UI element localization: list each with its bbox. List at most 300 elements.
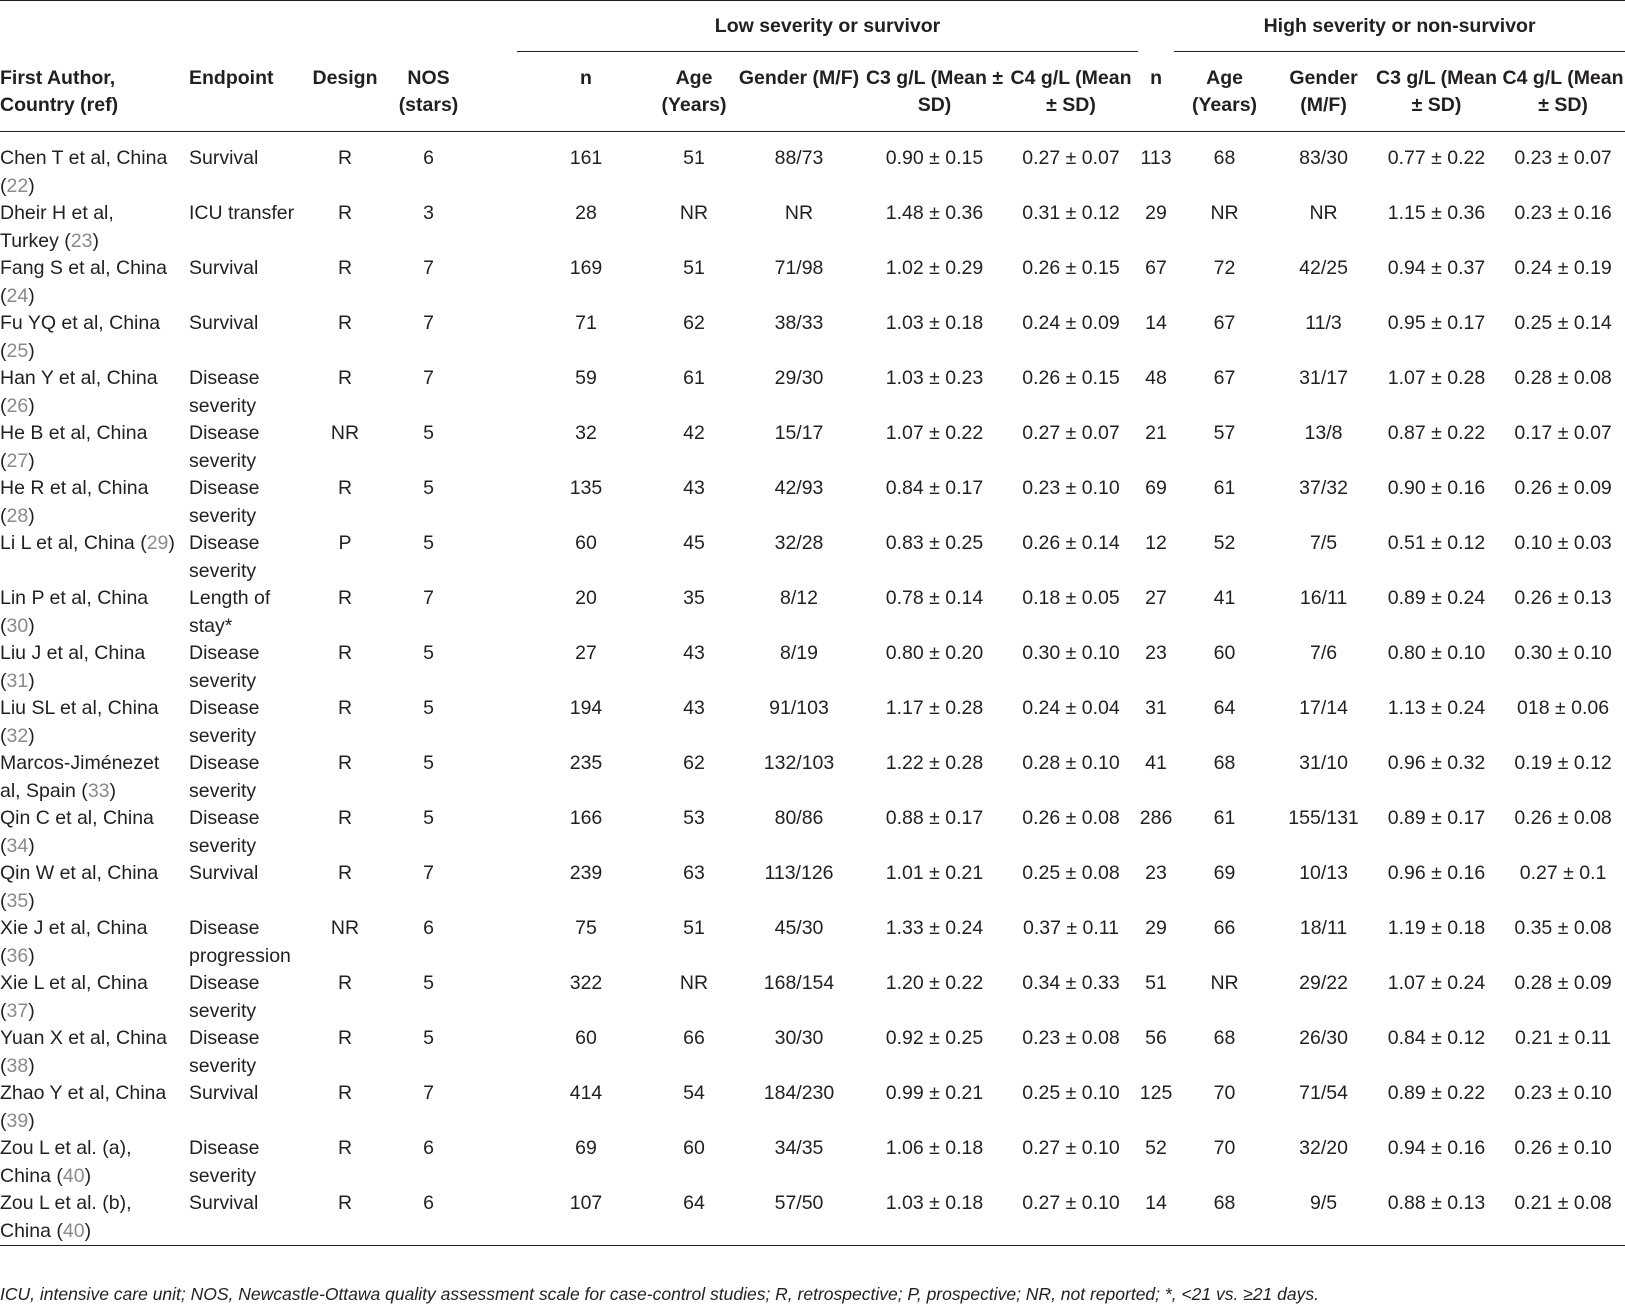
author-name: Qin W et al, China	[0, 862, 159, 884]
cell-low-n: 161	[569, 147, 603, 169]
cell-gap	[479, 132, 517, 201]
cell-low-c3: 0.84 ± 0.17	[885, 477, 984, 499]
cell-gap	[479, 1135, 517, 1190]
cell-high-c4: 0.27 ± 0.1	[1519, 862, 1607, 884]
cell-low-c3: 0.90 ± 0.15	[885, 147, 984, 169]
cell-nos: 7	[423, 257, 434, 279]
cell-gap	[479, 475, 517, 530]
reference-link[interactable]: 39	[6, 1109, 29, 1132]
cell-design: R	[337, 147, 353, 169]
cell-low-n: 60	[575, 1027, 597, 1049]
cell-high-age: 72	[1213, 257, 1236, 279]
cell-low-c3: 0.99 ± 0.21	[885, 1082, 984, 1104]
col-header-design: Design	[312, 52, 378, 132]
group-header-gap	[1138, 1, 1174, 52]
col-header-low-c4: C4 g/L (Mean ± SD)	[1004, 52, 1138, 132]
cell-high-c4: 0.21 ± 0.11	[1515, 1027, 1612, 1049]
cell-design: R	[337, 697, 353, 719]
cell-gap	[479, 1025, 517, 1080]
cell-gap	[479, 860, 517, 915]
cell-high-n: 12	[1145, 532, 1167, 554]
reference-link[interactable]: 24	[6, 284, 29, 307]
cell-low-c3: 0.92 ± 0.25	[885, 1027, 984, 1049]
cell-low-gender: 57/50	[774, 1192, 824, 1214]
cell-high-c4: 0.26 ± 0.08	[1514, 807, 1612, 829]
cell-low-gender: 8/12	[780, 587, 818, 609]
cell-high-age: 68	[1213, 1192, 1236, 1214]
reference-link[interactable]: 25	[6, 339, 29, 362]
cell-author: Xie J et al, China (36)	[0, 917, 148, 967]
cell-low-n: 235	[569, 752, 603, 774]
cell-author: Xie L et al, China (37)	[0, 972, 148, 1022]
cell-low-c3: 1.01 ± 0.21	[885, 862, 984, 884]
cell-low-c4: 0.37 ± 0.11	[1023, 917, 1120, 939]
cell-high-age: 64	[1213, 697, 1236, 719]
author-name: Zou L et al. (b), China	[0, 1192, 132, 1242]
cell-low-c4: 0.25 ± 0.10	[1022, 1082, 1120, 1104]
cell-high-c3: 0.77 ± 0.22	[1387, 147, 1486, 169]
col-header-author: First Author, Country (ref)	[0, 52, 177, 132]
cell-low-c4: 0.27 ± 0.10	[1022, 1137, 1120, 1159]
cell-high-age: 61	[1213, 807, 1236, 829]
table-row	[0, 475, 1625, 530]
cell-high-c4: 0.24 ± 0.19	[1514, 257, 1612, 279]
reference-link[interactable]: 22	[6, 174, 29, 197]
author-name: He R et al, China	[0, 477, 149, 499]
cell-low-c3: 0.83 ± 0.25	[885, 532, 984, 554]
cell-low-gender: 8/19	[780, 642, 818, 664]
cell-low-n: 414	[569, 1082, 603, 1104]
cell-high-n: 41	[1145, 752, 1167, 774]
cell-design: R	[337, 642, 353, 664]
cell-high-c3: 0.80 ± 0.10	[1387, 642, 1486, 664]
cell-high-gender: 26/30	[1299, 1027, 1348, 1049]
cell-high-age: 70	[1213, 1082, 1236, 1104]
cell-low-age: 62	[683, 752, 705, 774]
cell-author: Chen T et al, China (22)	[0, 147, 168, 197]
cell-high-age: 57	[1213, 422, 1236, 444]
author-name: Marcos-Jiménezet al, Spain	[0, 752, 160, 802]
cell-design: R	[337, 587, 353, 609]
table-row	[0, 1190, 1625, 1246]
col-header-low-c3: C3 g/L (Mean ± SD)	[865, 52, 1004, 132]
cell-low-age: NR	[679, 202, 709, 224]
cell-design: R	[337, 972, 353, 994]
reference-link[interactable]: 40	[62, 1164, 85, 1187]
cell-low-c3: 1.17 ± 0.28	[885, 697, 984, 719]
cell-high-c3: 0.89 ± 0.22	[1387, 1082, 1486, 1104]
cell-high-age: NR	[1210, 202, 1239, 224]
author-name: Li L et al, China	[0, 532, 135, 554]
cell-low-gender: 34/35	[774, 1137, 824, 1159]
cell-author: He B et al, China (27)	[0, 422, 148, 472]
cell-nos: 5	[423, 642, 434, 664]
author-name: Zou L et al. (a), China	[0, 1137, 132, 1187]
reference-link[interactable]: 27	[6, 449, 29, 472]
author-name: Dheir H et al, Turkey	[0, 202, 114, 252]
col-header-high-n: n	[1138, 52, 1174, 132]
cell-high-c4: 0.25 ± 0.14	[1514, 312, 1612, 334]
cell-high-gender: 13/8	[1304, 422, 1343, 444]
cell-low-n: 135	[569, 477, 603, 499]
cell-endpoint: Disease severity	[189, 752, 260, 802]
cell-low-n: 59	[575, 367, 597, 389]
cell-low-n: 60	[575, 532, 597, 554]
cell-low-c4: 0.18 ± 0.05	[1022, 587, 1120, 609]
cell-high-n: 14	[1145, 1192, 1167, 1214]
cell-author: Han Y et al, China (26)	[0, 367, 158, 417]
cell-high-age: 70	[1213, 1137, 1236, 1159]
cell-gap	[479, 640, 517, 695]
table-row	[0, 132, 1625, 201]
cell-gap	[479, 255, 517, 310]
cell-low-gender: 42/93	[774, 477, 824, 499]
cell-nos: 7	[423, 862, 434, 884]
cell-high-gender: 155/131	[1288, 807, 1359, 829]
cell-low-age: 62	[683, 312, 705, 334]
cell-low-age: 63	[683, 862, 705, 884]
cell-high-n: 29	[1145, 917, 1167, 939]
cell-high-c3: 1.19 ± 0.18	[1387, 917, 1486, 939]
col-header-low-n: n	[517, 52, 655, 132]
cell-nos: 7	[423, 312, 434, 334]
cell-low-gender: 132/103	[763, 752, 835, 774]
cell-high-c4: 018 ± 0.06	[1517, 697, 1610, 719]
cell-high-c4: 0.26 ± 0.13	[1514, 587, 1612, 609]
cell-low-c3: 1.03 ± 0.23	[885, 367, 984, 389]
table-body	[0, 132, 1625, 1246]
cell-low-c3: 0.80 ± 0.20	[885, 642, 984, 664]
column-header-row	[0, 52, 1625, 132]
cell-low-c4: 0.26 ± 0.15	[1022, 367, 1120, 389]
cell-high-c3: 1.07 ± 0.28	[1387, 367, 1486, 389]
cell-gap	[479, 530, 517, 585]
cell-author: He R et al, China (28)	[0, 477, 149, 527]
cell-low-c3: 1.03 ± 0.18	[885, 1192, 984, 1214]
cell-low-age: 51	[683, 147, 705, 169]
reference-link[interactable]: 37	[6, 999, 29, 1022]
cell-author: Zou L et al. (b), China (40)	[0, 1192, 132, 1242]
cell-low-gender: 32/28	[774, 532, 824, 554]
cell-high-gender: 29/22	[1299, 972, 1348, 994]
cell-gap	[479, 585, 517, 640]
cell-high-age: 52	[1213, 532, 1236, 554]
table-row	[0, 970, 1625, 1025]
cell-high-n: 286	[1139, 807, 1173, 829]
cell-high-gender: 32/20	[1299, 1137, 1348, 1159]
col-header-nos: NOS (stars)	[378, 52, 479, 132]
cell-nos: 5	[423, 422, 434, 444]
table-row	[0, 695, 1625, 750]
cell-endpoint: Disease severity	[189, 1027, 260, 1077]
reference-link[interactable]: 32	[6, 724, 29, 747]
cell-high-n: 31	[1145, 697, 1167, 719]
cell-low-c3: 1.33 ± 0.24	[885, 917, 984, 939]
cell-low-c3: 1.06 ± 0.18	[885, 1137, 984, 1159]
cell-design: P	[338, 532, 352, 554]
reference-link[interactable]: 30	[6, 614, 29, 637]
cell-low-c3: 1.48 ± 0.36	[885, 202, 984, 224]
cell-low-c4: 0.34 ± 0.33	[1022, 972, 1120, 994]
cell-high-gender: 10/13	[1299, 862, 1348, 884]
reference-link[interactable]: 33	[87, 779, 110, 802]
cell-low-gender: 38/33	[774, 312, 824, 334]
cell-low-n: 71	[575, 312, 597, 334]
cell-design: R	[337, 1192, 353, 1214]
cell-high-c4: 0.10 ± 0.03	[1514, 532, 1612, 554]
cell-high-gender: 17/14	[1299, 697, 1348, 719]
col-header-endpoint: Endpoint	[177, 52, 312, 132]
cell-high-c3: 1.13 ± 0.24	[1387, 697, 1486, 719]
table-row	[0, 915, 1625, 970]
cell-low-age: 43	[683, 642, 705, 664]
table-row	[0, 1080, 1625, 1135]
cell-endpoint: Disease severity	[189, 1137, 260, 1187]
cell-low-age: 35	[683, 587, 705, 609]
cell-high-c3: 0.95 ± 0.17	[1387, 312, 1486, 334]
cell-low-c4: 0.30 ± 0.10	[1022, 642, 1120, 664]
cell-endpoint: Disease severity	[189, 367, 260, 417]
cell-low-c3: 1.20 ± 0.22	[885, 972, 984, 994]
cell-endpoint: Survival	[189, 312, 259, 334]
cell-low-c4: 0.27 ± 0.10	[1022, 1192, 1120, 1214]
cell-low-age: 64	[683, 1192, 705, 1214]
cell-low-gender: 113/126	[764, 862, 834, 884]
cell-high-c4: 0.23 ± 0.16	[1514, 202, 1612, 224]
cell-high-age: 68	[1213, 147, 1236, 169]
cell-low-c4: 0.27 ± 0.07	[1022, 422, 1120, 444]
cell-high-n: 125	[1139, 1082, 1173, 1104]
cell-low-gender: 30/30	[774, 1027, 824, 1049]
cell-high-gender: 9/5	[1309, 1192, 1338, 1214]
cell-high-gender: 7/5	[1309, 532, 1338, 554]
cell-high-gender: 42/25	[1299, 257, 1348, 279]
cell-low-c4: 0.28 ± 0.10	[1022, 752, 1120, 774]
cell-nos: 5	[423, 477, 434, 499]
cell-high-n: 69	[1145, 477, 1167, 499]
col-header-low-gender: Gender (M/F)	[733, 52, 865, 132]
cell-gap	[479, 970, 517, 1025]
cell-endpoint: Disease severity	[189, 972, 260, 1022]
cell-low-gender: 91/103	[769, 697, 829, 719]
cell-design: R	[337, 477, 353, 499]
table-row	[0, 860, 1625, 915]
cell-design: NR	[330, 917, 360, 939]
author-name: Xie L et al, China	[0, 972, 148, 994]
cell-author: Dheir H et al, Turkey (23)	[0, 202, 114, 252]
cell-high-gender: 11/3	[1305, 312, 1342, 334]
cell-design: NR	[330, 422, 360, 444]
col-header-high-age: Age (Years)	[1174, 52, 1275, 132]
cell-low-age: 54	[683, 1082, 705, 1104]
cell-high-c3: 0.89 ± 0.24	[1387, 587, 1486, 609]
cell-gap	[479, 695, 517, 750]
cell-low-age: 61	[683, 367, 705, 389]
col-header-high-c4: C4 g/L (Mean ± SD)	[1501, 52, 1625, 132]
cell-high-c4: 0.30 ± 0.10	[1514, 642, 1612, 664]
cell-nos: 6	[423, 917, 434, 939]
cell-high-c4: 0.28 ± 0.09	[1514, 972, 1612, 994]
cell-low-c4: 0.23 ± 0.08	[1022, 1027, 1120, 1049]
cell-design: R	[337, 257, 353, 279]
cell-author: Li L et al, China (29)	[0, 532, 175, 554]
cell-high-c4: 0.26 ± 0.09	[1514, 477, 1612, 499]
author-name: He B et al, China	[0, 422, 148, 444]
cell-low-c4: 0.26 ± 0.14	[1022, 532, 1120, 554]
cell-high-c3: 1.07 ± 0.24	[1387, 972, 1486, 994]
cell-endpoint: Disease severity	[189, 532, 260, 582]
reference-link[interactable]: 23	[70, 229, 93, 252]
reference-link[interactable]: 38	[6, 1054, 29, 1077]
author-name: Qin C et al, China	[0, 807, 154, 829]
cell-low-c3: 1.07 ± 0.22	[885, 422, 984, 444]
cell-high-c3: 0.94 ± 0.16	[1387, 1137, 1486, 1159]
cell-high-age: 68	[1213, 752, 1236, 774]
table-row	[0, 530, 1625, 585]
cell-high-gender: 31/17	[1299, 367, 1348, 389]
author-name: Han Y et al, China	[0, 367, 158, 389]
cell-author: Yuan X et al, China (38)	[0, 1027, 167, 1077]
group-header-spacer	[0, 1, 479, 52]
cell-gap	[479, 805, 517, 860]
cell-low-age: 45	[683, 532, 705, 554]
col-header-high-gender: Gender (M/F)	[1275, 52, 1372, 132]
cell-high-c4: 0.26 ± 0.10	[1514, 1137, 1612, 1159]
cell-high-c3: 0.51 ± 0.12	[1387, 532, 1486, 554]
cell-endpoint: Disease severity	[189, 807, 260, 857]
group-header-row	[0, 1, 1625, 52]
cell-design: R	[337, 807, 353, 829]
cell-nos: 6	[423, 147, 434, 169]
cell-low-c4: 0.26 ± 0.08	[1022, 807, 1120, 829]
table-row	[0, 805, 1625, 860]
cell-gap	[479, 750, 517, 805]
cell-high-c4: 0.23 ± 0.07	[1514, 147, 1612, 169]
reference-link[interactable]: 26	[6, 394, 29, 417]
cell-endpoint: Length of stay*	[189, 587, 271, 637]
cell-low-age: NR	[679, 972, 709, 994]
reference-link[interactable]: 40	[62, 1219, 85, 1242]
cell-high-c3: 0.90 ± 0.16	[1387, 477, 1486, 499]
cell-high-c4: 0.35 ± 0.08	[1514, 917, 1612, 939]
cell-high-gender: 37/32	[1299, 477, 1348, 499]
table-row	[0, 1135, 1625, 1190]
group-header-high: High severity or non-survivor	[1174, 1, 1625, 52]
author-name: Xie J et al, China	[0, 917, 148, 939]
cell-design: R	[337, 1082, 353, 1104]
cell-endpoint: ICU transfer	[189, 202, 295, 224]
cell-design: R	[337, 1027, 353, 1049]
cell-low-c3: 1.02 ± 0.29	[885, 257, 984, 279]
cell-high-n: 51	[1145, 972, 1167, 994]
cell-design: R	[337, 312, 353, 334]
reference-link[interactable]: 29	[146, 532, 169, 554]
cell-high-n: 52	[1145, 1137, 1167, 1159]
cell-low-c4: 0.31 ± 0.12	[1022, 202, 1120, 224]
author-name: Fang S et al, China	[0, 257, 167, 279]
cell-high-n: 27	[1145, 587, 1167, 609]
cell-high-n: 14	[1145, 312, 1167, 334]
cell-gap	[479, 1190, 517, 1246]
cell-nos: 3	[423, 202, 434, 224]
cell-low-age: 60	[683, 1137, 705, 1159]
cell-high-age: 41	[1213, 587, 1236, 609]
cell-low-n: 107	[569, 1192, 603, 1214]
cell-low-n: 75	[575, 917, 597, 939]
cell-low-gender: 168/154	[763, 972, 835, 994]
cell-low-gender: 71/98	[774, 257, 824, 279]
cell-low-n: 32	[575, 422, 597, 444]
cell-high-n: 23	[1145, 862, 1167, 884]
cell-high-n: 48	[1145, 367, 1167, 389]
cell-author: Fang S et al, China (24)	[0, 257, 167, 307]
reference-link[interactable]: 35	[6, 889, 29, 912]
author-name: Liu J et al, China	[0, 642, 146, 664]
reference-link[interactable]: 34	[6, 834, 29, 857]
cell-high-c3: 0.88 ± 0.13	[1387, 1192, 1486, 1214]
cell-author: Liu SL et al, China (32)	[0, 697, 159, 747]
cell-low-n: 239	[569, 862, 603, 884]
cell-high-age: 69	[1213, 862, 1236, 884]
cell-high-n: 113	[1140, 147, 1172, 169]
cell-author: Zou L et al. (a), China (40)	[0, 1137, 132, 1187]
col-header-gap	[479, 52, 517, 132]
cell-high-c3: 0.96 ± 0.16	[1387, 862, 1486, 884]
group-header-low: Low severity or survivor	[517, 1, 1138, 52]
cell-high-gender: 16/11	[1299, 587, 1348, 609]
cell-high-age: 67	[1213, 312, 1236, 334]
table-row	[0, 200, 1625, 255]
cell-low-gender: 184/230	[763, 1082, 835, 1104]
cell-low-c4: 0.23 ± 0.10	[1022, 477, 1120, 499]
cell-high-gender: 7/6	[1309, 642, 1338, 664]
cell-low-gender: NR	[784, 202, 814, 224]
cell-high-n: 23	[1145, 642, 1167, 664]
group-header-gap	[479, 1, 517, 52]
cell-low-gender: 80/86	[774, 807, 824, 829]
cell-low-n: 169	[569, 257, 603, 279]
cell-low-gender: 29/30	[774, 367, 824, 389]
cell-high-c3: 0.87 ± 0.22	[1387, 422, 1486, 444]
reference-link[interactable]: 31	[6, 669, 29, 692]
cell-nos: 7	[423, 367, 434, 389]
table-row	[0, 420, 1625, 475]
cell-endpoint: Survival	[189, 147, 259, 169]
cell-low-age: 51	[683, 917, 705, 939]
cell-low-gender: 88/73	[774, 147, 824, 169]
cell-high-c4: 0.17 ± 0.07	[1514, 422, 1612, 444]
reference-link[interactable]: 36	[6, 944, 29, 967]
cell-nos: 5	[423, 752, 434, 774]
col-header-high-c3: C3 g/L (Mean ± SD)	[1372, 52, 1501, 132]
cell-high-age: 60	[1213, 642, 1236, 664]
cell-high-gender: 18/11	[1299, 917, 1348, 939]
cell-design: R	[337, 1137, 353, 1159]
cell-high-c3: 0.94 ± 0.37	[1387, 257, 1486, 279]
cell-high-gender: NR	[1309, 202, 1338, 224]
cell-low-c3: 0.88 ± 0.17	[885, 807, 984, 829]
author-name: Yuan X et al, China	[0, 1027, 167, 1049]
cell-author: Marcos-Jiménezet al, Spain (33)	[0, 752, 160, 802]
cell-design: R	[337, 367, 353, 389]
cell-high-c4: 0.23 ± 0.10	[1514, 1082, 1612, 1104]
cell-low-c4: 0.27 ± 0.07	[1022, 147, 1120, 169]
cell-nos: 5	[423, 697, 434, 719]
cell-low-age: 43	[683, 477, 705, 499]
cell-high-age: NR	[1210, 972, 1239, 994]
cell-high-n: 21	[1145, 422, 1167, 444]
reference-link[interactable]: 28	[6, 504, 29, 527]
